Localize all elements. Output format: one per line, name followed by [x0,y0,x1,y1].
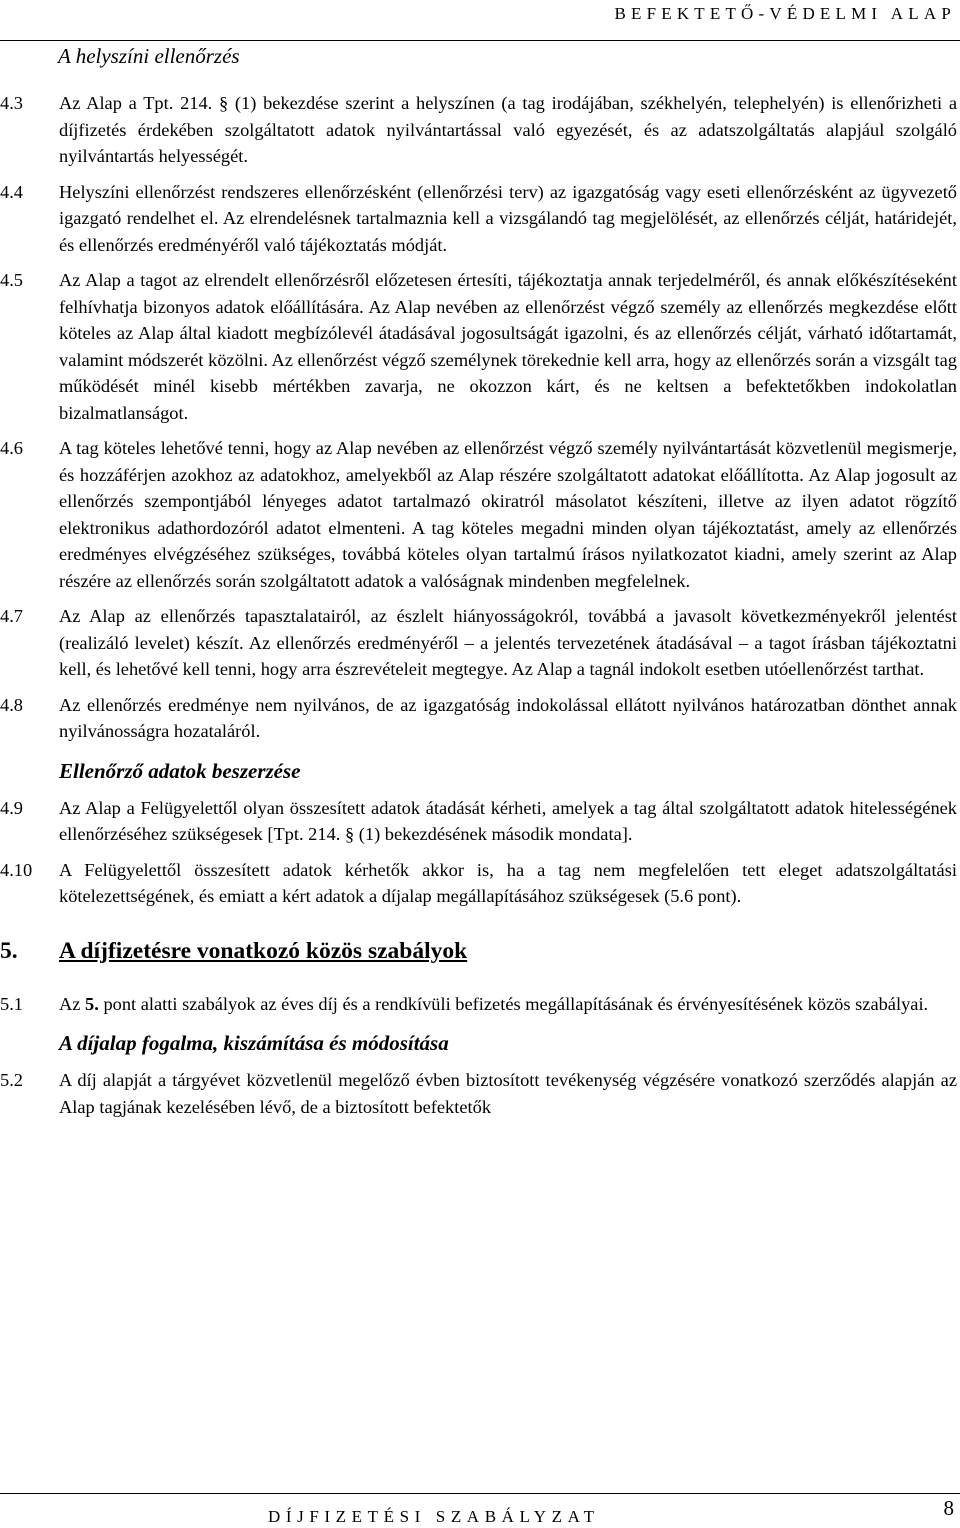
paragraph-text: Az Alap a tagot az elrendelt ellenőrzésről előzetesen értesíti, tájékoztatja annak terjedelméről, és annak előkészítéseként felhívhatja bizonyos adatok előállítására. Az Alap nevében az ellenőrzést végző személy az ellenőrzés megkezdése előtt köteles az Alap által kiadott megbízólevél átadásával jogosultságát igazolni, és az ellenőrzés célját, várható időtartamát, valamint módszerét közölni. Az ellenőrzést végző személynek törekednie kell arra, hogy az ellenőrzés során a vizsgált tag működését minél kisebb mértékben zavarja, ne okozzon kárt, és ne keltsen a befektetőkben indokolatlan bizalmatlanságot. [59,270,957,423]
section-number: 5. [0,937,18,964]
section-heading-helyszini: A helyszíni ellenőrzés [58,44,240,68]
paragraph-number: 5.2 [0,1070,23,1090]
paragraph-text: A tag köteles lehetővé tenni, hogy az Alap nevében az ellenőrzést végző személy nyilvántartását közvetlenül megismerje, és hozzáférjen azokhoz az adatokhoz, amelyekből az Alap részére szolgáltatott adatokat előállította. Az Alap jogosult az ellenőrzés szempontjából lényeges adatot tartalmazó okiratról másolatot készíteni, illetve az ilyen adatot rögzítő elektronikus adathordozóról adatot elmenteni. A tag köteles megadni minden olyan tájékoztatást, amely az ellenőrzés eredményes elvégzéséhez szükséges, továbbá köteles olyan tartalmú írásos nyilatkozatot kiadni, amely szerint az Alap részére az ellenőrzés során szolgáltatott adatok a valóságnak mindenben megfelelnek. [59,438,957,591]
paragraph-text: A Felügyelettől összesített adatok kérhetők akkor is, ha a tag nem megfelelően tett eleget adatszolgáltatási kötelezettségének, és emiatt a kért adatok a díjalap megállapításához szükségesek (5.6 pont). [59,859,957,906]
running-header: BEFEKTETŐ-VÉDELMI ALAP [614,4,956,23]
paragraph-text-bold: 5. [85,993,99,1014]
paragraph-4-5 [0,267,960,426]
paragraph-4-7 [0,603,960,683]
paragraph-4-9 [0,795,960,848]
page-number: 8 [943,1496,954,1520]
paragraph-4-8 [0,692,960,745]
paragraph-number: 4.8 [0,694,23,715]
paragraph-5-2 [0,1067,960,1120]
paragraph-text-pre: Az [59,993,86,1014]
paragraph-text-post: pont alatti szabályok az éves díj és a rendkívüli befizetés megállapításának és érvényesítésének közös szabályai. [98,993,929,1014]
paragraph-text: A díj alapját a tárgyévet közvetlenül megelőző évben biztosított tevékenység végzésére vonatkozó szerződés alapján az Alap tagjának kezelésében lévő, de a biztosított befektetők [59,1070,957,1117]
paragraph-number: 4.10 [0,859,33,880]
footer-rule [0,1493,960,1494]
paragraph-number: 5.1 [0,993,23,1014]
subheading-dijalap: A díjalap fogalma, kiszámítása és módosítása [59,1031,449,1055]
paragraph-4-3 [0,90,960,170]
running-footer: DÍJFIZETÉSI SZABÁLYZAT [268,1507,600,1526]
paragraph-4-10 [0,857,960,910]
paragraph-number: 4.4 [0,181,23,202]
document-body [0,90,960,1129]
paragraph-5-1 [0,991,960,1018]
paragraph-text: Az Alap a Felügyelettől olyan összesített adatok átadását kérheti, amelyek a tag által szolgáltatott adatok hitelességének ellenőrzéséhez szükségesek [Tpt. 214. § (1) bekezdésének második mondata]. [59,797,957,844]
paragraph-number: 4.7 [0,606,23,626]
paragraph-text: Az Alap az ellenőrzés tapasztalatairól, az észlelt hiányosságokról, továbbá a javasolt következményekről jelentést (realizáló levelet) készít. Az ellenőrzés eredményéről – a jelentés tervezetének átadásával – a tagot írásban tájékoztatni kell, és lehetővé kell tenni, hogy arra észrevételeit megtegye. Az Alap a tagnál indokolt esetben utóellenőrzést tarthat. [59,606,957,679]
paragraph-text: Helyszíni ellenőrzést rendszeres ellenőrzésként (ellenőrzési terv) az igazgatóság vagy eseti ellenőrzésként az ügyvezető igazgató rendelhet el. Az elrendelésnek tartalmaznia kell a vizsgálandó tag megjelölését, az ellenőrzés célját, határidejét, és ellenőrzés eredményéről való tájékoztatás módját. [59,181,957,255]
paragraph-text: Az Alap a Tpt. 214. § (1) bekezdése szerint a helyszínen (a tag irodájában, székhelyén, telephelyén) is ellenőrizheti a díjfizetés érdekében szolgáltatott adatok nyilvántartással való egyezését, és az adatszolgáltatás alapjául szolgáló nyilvántartás helyességét. [59,93,957,166]
section-title: A díjfizetésre vonatkozó közös szabályok [59,937,468,964]
subheading-ellenorzo-adatok: Ellenőrző adatok beszerzése [59,758,301,783]
paragraph-text: Az ellenőrzés eredménye nem nyilvános, de az igazgatóság indokolással ellátott nyilvános határozatban dönthet annak nyilvánosságra hozataláról. [59,694,957,741]
paragraph-number: 4.6 [0,438,23,458]
paragraph-number: 4.5 [0,270,23,290]
paragraph-number: 4.9 [0,797,23,818]
section-5-heading [0,938,960,965]
header-rule [0,40,960,41]
paragraph-4-4 [0,179,960,259]
paragraph-4-6 [0,435,960,594]
paragraph-number: 4.3 [0,93,23,113]
